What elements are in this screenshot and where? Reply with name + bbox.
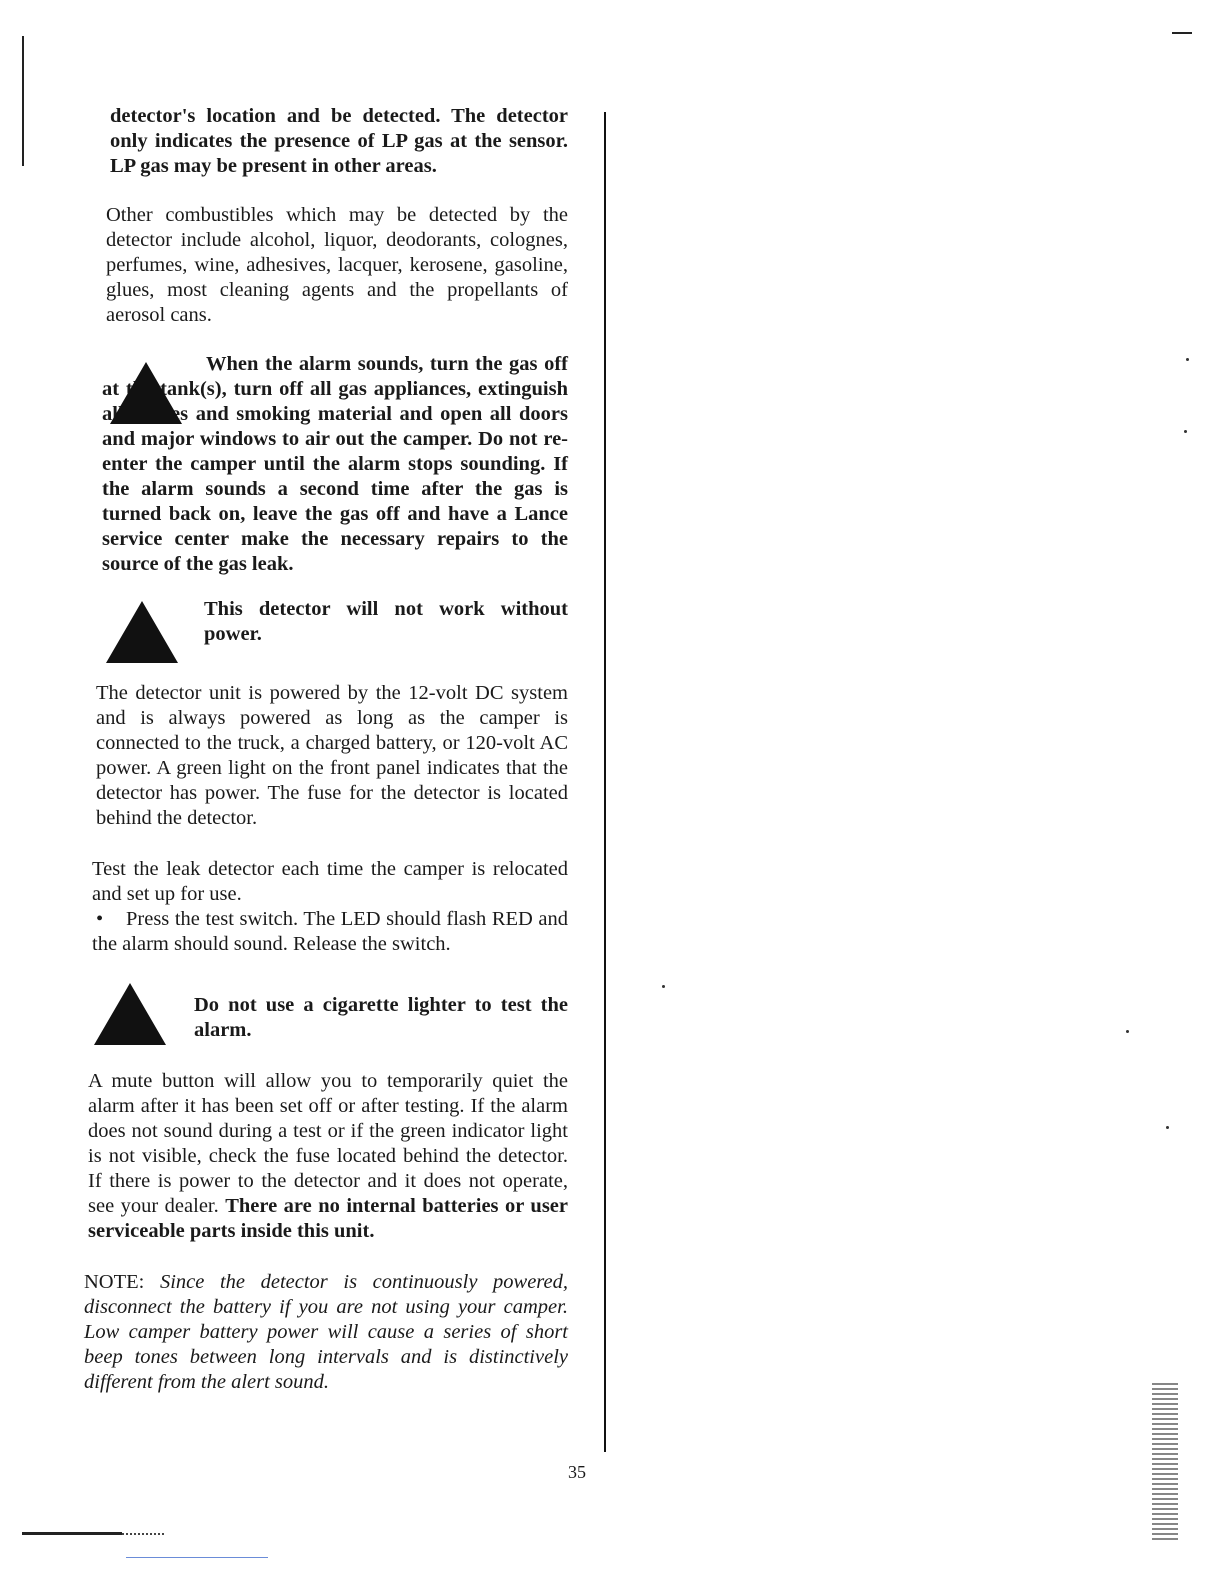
scan-blue-line — [126, 1557, 268, 1558]
scan-margin-line — [22, 36, 24, 166]
note-label: NOTE: — [84, 1271, 145, 1293]
mute-paragraph — [88, 1069, 568, 1244]
scan-speck — [1184, 430, 1187, 433]
mute-bold-text: There are no internal batteries or user serviceable parts inside this unit. — [88, 1195, 569, 1242]
note-text: Since the detector is continuously powered, disconnect the battery if you are not using your camper. Low camper battery power will cause a series of short beep tones between long intervals and is distinctively different from the alert sound. — [84, 1271, 568, 1393]
warning-lighter-block — [88, 979, 568, 1045]
scan-speck — [1186, 358, 1189, 361]
warning-triangle-icon — [110, 362, 182, 424]
warning-triangle-icon — [106, 601, 178, 663]
page-number: 35 — [568, 1462, 586, 1482]
test-paragraph: Test the leak detector each time the camper is relocated and set up for use. — [92, 858, 568, 905]
warning-alarm-block — [102, 352, 568, 577]
scan-speck — [662, 985, 665, 988]
column-divider — [604, 112, 606, 1452]
mute-text: A mute button will allow you to temporarily quiet the alarm after it has been set off or after testing. If the alarm does not sound during a test or if the green indicator light is not visible, check the fuse located behind the detector. If there is power to the detector and it does not operate, see your dealer. — [88, 1070, 568, 1217]
combustibles-paragraph: Other combustibles which may be detected by the detector include alcohol, liquor, deodorants, colognes, perfumes, wine, adhesives, lacquer, kerosene, gasoline, glues, most cleaning agents and the propellants of aerosol cans. — [106, 204, 568, 326]
bullet-icon: • — [96, 908, 104, 930]
scan-speck — [1126, 1030, 1129, 1033]
scan-footer-line — [22, 1532, 122, 1535]
intro-bold-paragraph: detector's location and be detected. The detector only indicates the presence of LP gas at the sensor. LP gas may be present in other areas. — [110, 105, 568, 177]
warning-lighter-text: Do not use a cigarette lighter to test the alarm. — [194, 994, 568, 1041]
note-paragraph — [84, 1270, 568, 1395]
power-paragraph: The detector unit is powered by the 12-volt DC system and is always powered as long as the camper is connected to the truck, a charged battery, or 120-volt AC power. A green light on the front panel indicates that the detector has power. The fuse for the detector is located behind the detector. — [96, 682, 568, 829]
scan-speck — [1166, 1126, 1169, 1129]
scan-dash-mark — [1172, 32, 1192, 34]
warning-triangle-icon — [94, 983, 166, 1045]
test-bullet-text: Press the test switch. The LED should flash RED and the alarm should sound. Release the switch. — [92, 908, 568, 955]
text-column — [84, 104, 569, 1395]
warning-alarm-text: When the alarm sounds, turn the gas off at the tank(s), turn off all gas appliances, extinguish all flames and smoking material and open all doors and major windows to air out the camper. Do not re-enter the camper until the alarm stops sounding. If the alarm sounds a second time after the gas is turned back on, leave the gas off and have a Lance service center make the necessary repairs to the source of the gas leak. — [102, 353, 568, 575]
test-bullet — [92, 907, 568, 957]
warning-power-block — [98, 597, 568, 663]
scan-footer-dots — [122, 1533, 164, 1535]
warning-power-text: This detector will not work without power. — [204, 598, 568, 645]
scan-edge-noise — [1152, 1380, 1178, 1540]
